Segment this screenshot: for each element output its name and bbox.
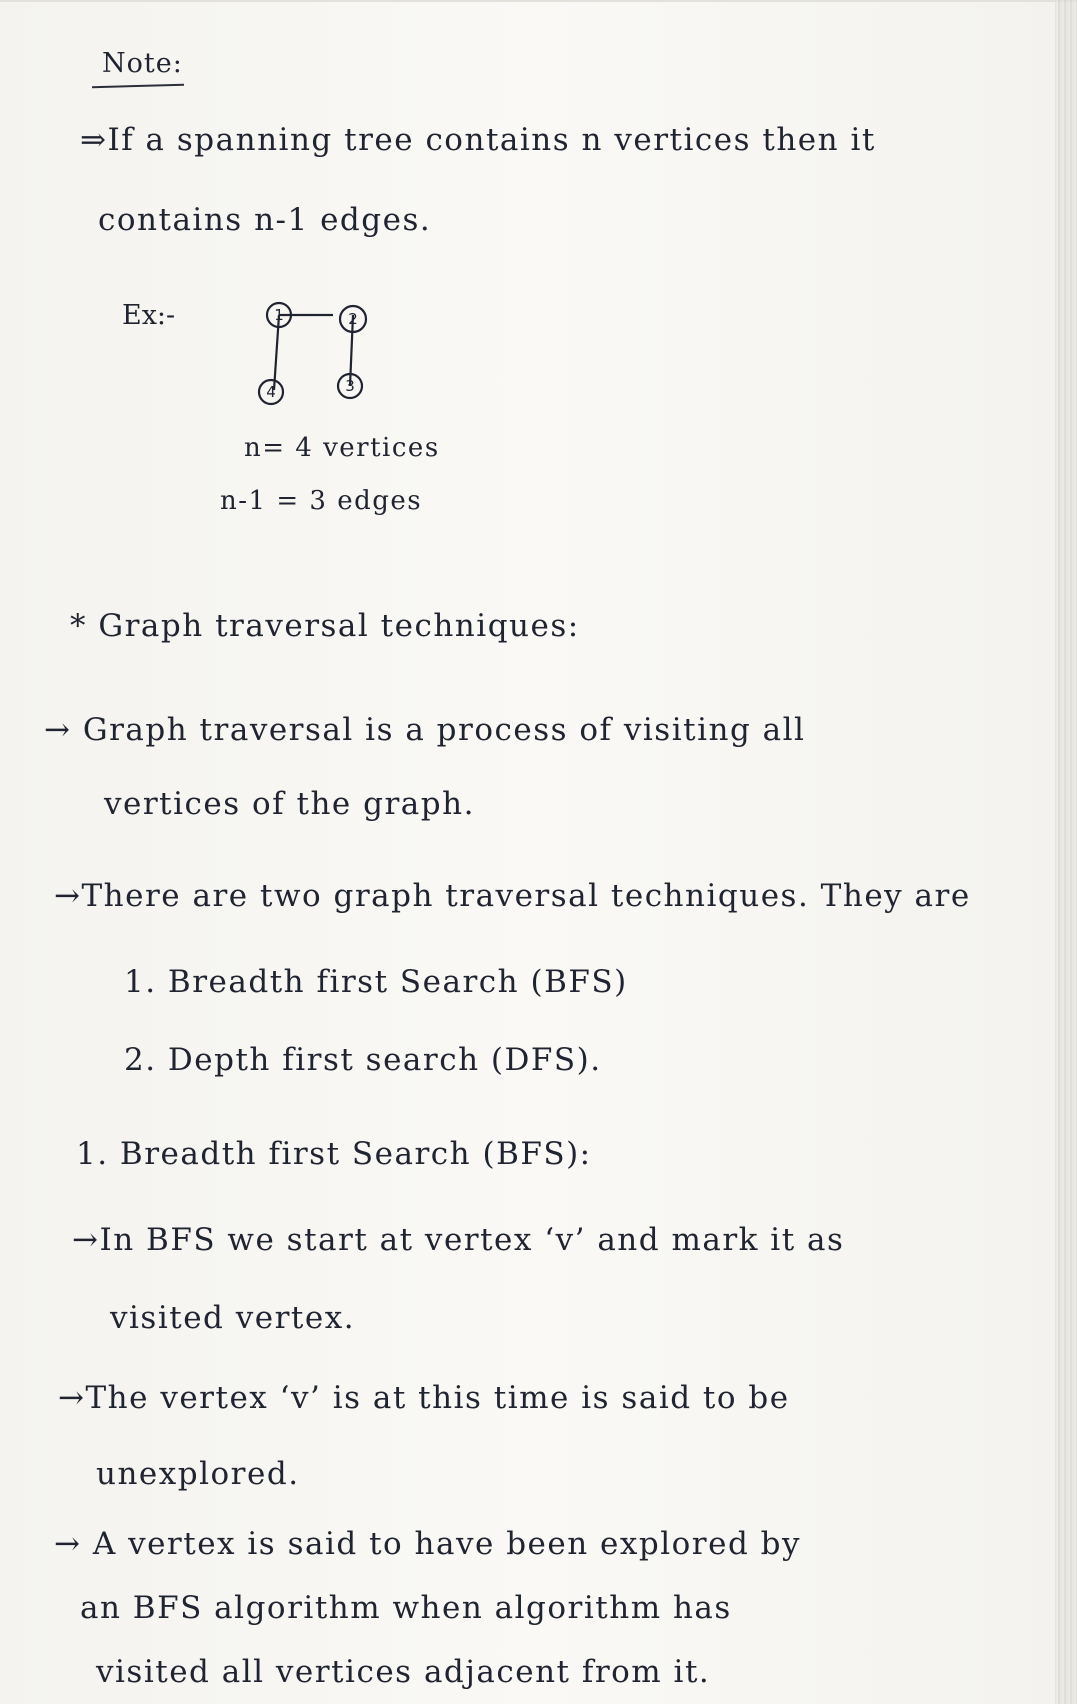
edges-count: n-1 = 3 edges xyxy=(220,486,423,516)
page-top-edge xyxy=(0,0,1077,2)
technique-item-2: 2. Depth first search (DFS). xyxy=(124,1042,602,1078)
node-label-1: 1 xyxy=(274,306,284,324)
node-label-4: 4 xyxy=(266,383,276,401)
example-label: Ex:- xyxy=(122,300,176,331)
bfs-line-6: an BFS algorithm when algorithm has xyxy=(80,1590,732,1626)
section-line-1: → Graph traversal is a process of visiting all xyxy=(44,712,806,748)
page-binding-edge xyxy=(1055,0,1077,1704)
vertices-count: n= 4 vertices xyxy=(244,433,440,463)
note-title: Note: xyxy=(102,48,183,79)
bfs-line-5: → A vertex is said to have been explored by xyxy=(54,1526,802,1562)
section-heading: * Graph traversal techniques: xyxy=(70,608,580,644)
bfs-line-3: →The vertex ‘v’ is at this time is said to be xyxy=(58,1380,790,1416)
spanning-tree-diagram xyxy=(250,290,380,420)
node-label-3: 3 xyxy=(345,377,355,395)
section-line-2: vertices of the graph. xyxy=(104,786,475,822)
bfs-line-4: unexplored. xyxy=(96,1456,300,1492)
bfs-line-2: visited vertex. xyxy=(110,1300,356,1336)
note-line-2: contains n-1 edges. xyxy=(98,202,432,238)
note-line-1: ⇒If a spanning tree contains n vertices then it xyxy=(80,122,876,158)
technique-item-1: 1. Breadth first Search (BFS) xyxy=(124,964,628,1000)
bfs-line-1: →In BFS we start at vertex ‘v’ and mark it as xyxy=(72,1222,845,1258)
node-label-2: 2 xyxy=(348,310,358,328)
bfs-line-7: visited all vertices adjacent from it. xyxy=(96,1654,711,1690)
bfs-heading: 1. Breadth first Search (BFS): xyxy=(76,1136,592,1172)
section-line-3: →There are two graph traversal techniques. They are xyxy=(54,878,971,914)
